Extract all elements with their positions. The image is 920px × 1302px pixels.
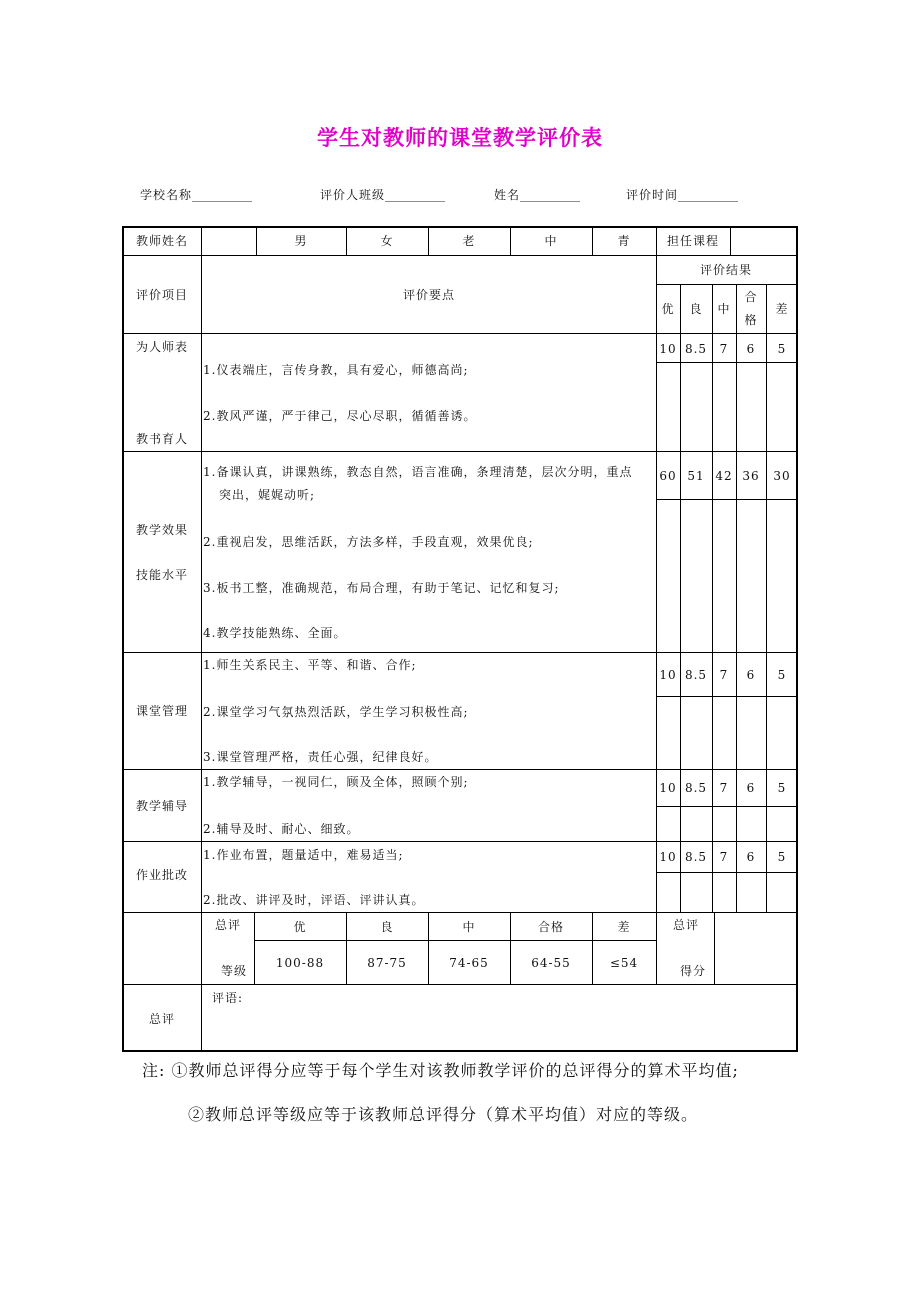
age-middle-option[interactable]: 中 (544, 234, 558, 248)
eval-points-header: 评价要点 (402, 288, 456, 302)
score-value: 6 (746, 850, 756, 864)
section-name: 教学辅导 (135, 799, 189, 813)
grade-range: 100-88 (275, 956, 325, 970)
overall-grade-label-a: 总评 (214, 918, 242, 932)
score-value: 8.5 (684, 342, 708, 356)
grade-range: 87-75 (367, 956, 407, 970)
grade-name: 差 (617, 920, 631, 934)
overall-score-input[interactable] (722, 930, 790, 970)
score-value: 8.5 (684, 781, 708, 795)
name-field[interactable]: 姓名__________ (494, 188, 581, 202)
grade-pass-header-a: 合 (744, 290, 758, 304)
grade-poor-header: 差 (775, 302, 789, 316)
grade-name: 优 (293, 920, 307, 934)
score-value: 8.5 (684, 850, 708, 864)
eval-point: 2.课堂学习气氛热烈活跃，学生学习积极性高; (203, 705, 469, 719)
grade-name: 合格 (537, 920, 565, 934)
eval-point: 2.教风严谨，严于律己，尽心尽职，循循善诱。 (203, 409, 477, 423)
age-young-option[interactable]: 青 (617, 234, 631, 248)
score-value: 7 (719, 668, 729, 682)
eval-point: 4.教学技能熟练、全面。 (203, 626, 347, 640)
grade-excellent-header: 优 (661, 302, 675, 316)
score-value: 51 (687, 469, 705, 483)
eval-result-header: 评价结果 (699, 263, 753, 277)
age-old-option[interactable]: 老 (462, 234, 476, 248)
grade-range: ≤54 (609, 956, 639, 970)
score-value: 5 (777, 850, 787, 864)
note-1: 注: ①教师总评得分应等于每个学生对该教师教学评价的总评得分的算术平均值; (142, 1061, 739, 1080)
score-value: 7 (719, 781, 729, 795)
evaluator-class-field[interactable]: 评价人班级__________ (320, 188, 446, 202)
section-name: 作业批改 (135, 868, 189, 882)
grade-range: 64-55 (531, 956, 571, 970)
school-name-field[interactable]: 学校名称__________ (140, 188, 253, 202)
score-value: 6 (746, 668, 756, 682)
section-name-2: 教书育人 (135, 432, 189, 446)
grade-name: 中 (462, 920, 476, 934)
eval-point: 1.师生关系民主、平等、和谐、合作; (203, 658, 417, 672)
eval-point: 1.仪表端庄，言传身教，具有爱心，师德高尚; (203, 363, 469, 377)
comment-input[interactable] (212, 1008, 788, 1044)
teacher-name-label: 教师姓名 (135, 234, 189, 248)
eval-point: 3.板书工整，准确规范，布局合理，有助于笔记、记忆和复习; (203, 581, 560, 595)
eval-point: 2.批改、讲评及时，评语、评讲认真。 (203, 893, 425, 907)
section-name: 为人师表 (135, 340, 189, 354)
eval-item-header: 评价项目 (135, 288, 189, 302)
grade-name: 良 (380, 920, 394, 934)
eval-point: 突出，娓娓动听; (219, 488, 316, 502)
score-value: 10 (659, 342, 677, 356)
overall-grade-label-b: 等级 (220, 964, 248, 978)
evaluation-time-field[interactable]: 评价时间__________ (626, 188, 739, 202)
score-value: 5 (777, 781, 787, 795)
page-title: 学生对教师的课堂教学评价表 (317, 126, 603, 150)
score-value: 7 (719, 342, 729, 356)
course-label: 担任课程 (666, 234, 720, 248)
section-name: 教学效果 (135, 523, 189, 537)
score-value: 7 (719, 850, 729, 864)
overall-score-label-b: 得分 (679, 964, 707, 978)
eval-point: 3.课堂管理严格，责任心强，纪律良好。 (203, 750, 438, 764)
gender-male-option[interactable]: 男 (294, 234, 308, 248)
score-value: 6 (746, 781, 756, 795)
score-value: 30 (773, 469, 791, 483)
teacher-name-input[interactable] (210, 234, 250, 248)
grade-good-header: 良 (689, 302, 703, 316)
score-value: 5 (777, 668, 787, 682)
eval-point: 2.重视启发，思维活跃，方法多样，手段直观，效果优良; (203, 535, 534, 549)
score-value: 60 (659, 469, 677, 483)
score-value: 36 (742, 469, 760, 483)
section-name-2: 技能水平 (135, 568, 189, 582)
score-value: 10 (659, 850, 677, 864)
score-value: 10 (659, 781, 677, 795)
comment-prompt: 评语: (212, 991, 244, 1005)
section-name: 课堂管理 (135, 704, 189, 718)
score-value: 42 (715, 469, 733, 483)
eval-point: 1.备课认真，讲课熟练，教态自然，语言准确，条理清楚，层次分明，重点 (203, 465, 633, 479)
grade-average-header: 中 (717, 302, 731, 316)
eval-point: 1.作业布置，题量适中，难易适当; (203, 848, 404, 862)
overall-score-label-a: 总评 (672, 918, 700, 932)
grade-pass-header-b: 格 (744, 313, 758, 327)
score-value: 8.5 (684, 668, 708, 682)
score-value: 6 (746, 342, 756, 356)
course-input[interactable] (738, 234, 790, 248)
note-2: ②教师总评等级应等于该教师总评得分（算术平均值）对应的等级。 (188, 1105, 699, 1124)
eval-point: 1.教学辅导，一视同仁，顾及全体，照顾个别; (203, 775, 469, 789)
eval-point: 2.辅导及时、耐心、细致。 (203, 822, 360, 836)
grade-range: 74-65 (449, 956, 489, 970)
gender-female-option[interactable]: 女 (380, 234, 394, 248)
comment-label: 总评 (148, 1012, 176, 1026)
score-value: 5 (777, 342, 787, 356)
score-value: 10 (659, 668, 677, 682)
